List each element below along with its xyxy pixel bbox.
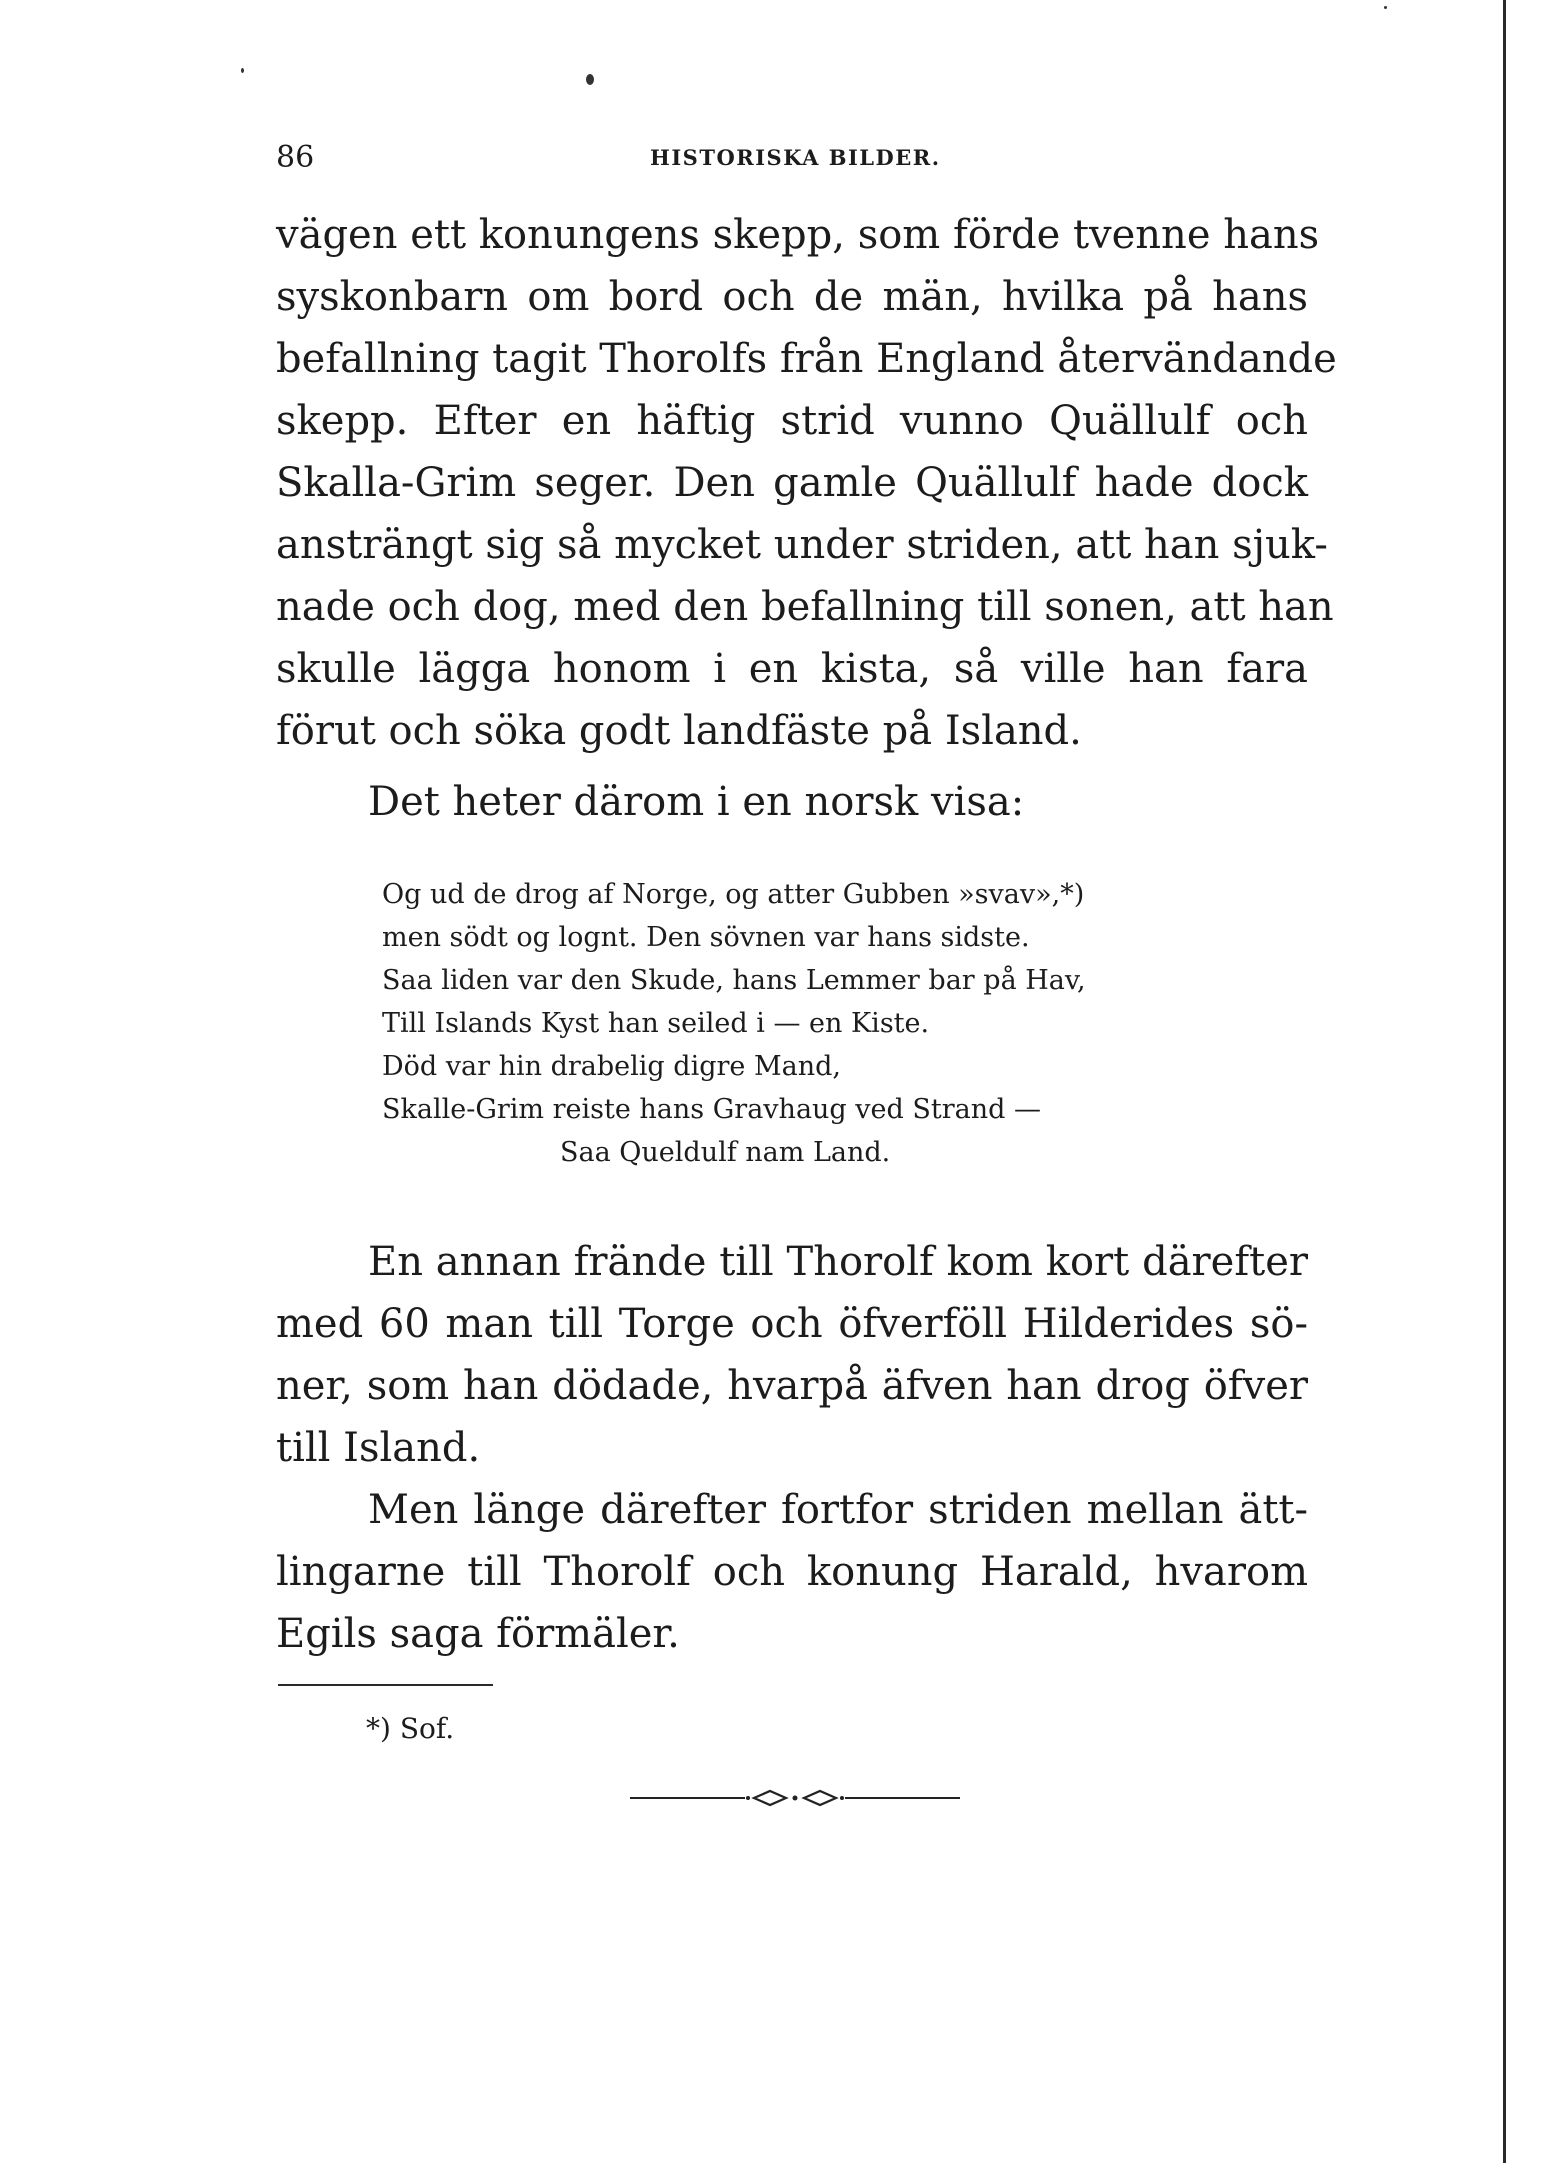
text-line: till Island. (276, 1425, 481, 1471)
footnote-rule (278, 1684, 493, 1686)
text-line: nade och dog, med den befallning till sonen, att han (276, 584, 1334, 630)
text-line: befallning tagit Thorolfs från England återvändande (276, 336, 1337, 382)
text-line: skepp. Efter en häftig strid vunno Quällulf och (276, 398, 1308, 444)
poem-line: Skalle-Grim reiste hans Gravhaug ved Strand — (382, 1094, 1041, 1125)
text-line: med 60 man till Torge och öfverföll Hilderides sö- (276, 1301, 1308, 1347)
poem-refrain-line: Saa Queldulf nam Land. (560, 1137, 891, 1168)
print-speck (1384, 6, 1387, 9)
running-title: HISTORISKA BILDER. (650, 145, 941, 170)
body-paragraph-2 (276, 771, 1308, 833)
body-paragraph-4 (276, 1479, 1308, 1665)
text-line: Men länge därefter fortfor striden mellan ätt- (368, 1487, 1308, 1533)
page-header (276, 138, 1306, 178)
footnote: *) Sof. (366, 1712, 455, 1745)
page-number: 86 (276, 140, 315, 175)
body-paragraph-1 (276, 204, 1337, 762)
poem-line: men södt og lognt. Den sövnen var hans sidste. (382, 922, 1030, 953)
text-line: vägen ett konungens skepp, som förde tvenne hans (276, 212, 1320, 258)
text-line: ansträngt sig så mycket under striden, att han sjuk- (276, 522, 1328, 568)
text-line: skulle lägga honom i en kista, så ville han fara (276, 646, 1308, 692)
poem-line: Saa liden var den Skude, hans Lemmer bar på Hav, (382, 965, 1086, 996)
poem-line: Og ud de drog af Norge, og atter Gubben »svav»,*) (382, 879, 1085, 910)
text-line: lingarne till Thorolf och konung Harald, hvarom (276, 1549, 1308, 1595)
poem-line: Till Islands Kyst han seiled i — en Kiste. (382, 1008, 930, 1039)
text-line: Egils saga förmäler. (276, 1611, 680, 1657)
poem-quotation (382, 873, 1222, 1174)
text-line: syskonbarn om bord och de män, hvilka på hans (276, 274, 1308, 320)
print-speck (241, 68, 244, 73)
text-line: Skalla-Grim seger. Den gamle Quällulf hade dock (276, 460, 1308, 506)
text-line: ner, som han dödade, hvarpå äfven han drog öfver (276, 1363, 1308, 1409)
text-line: förut och söka godt landfäste på Island. (276, 708, 1082, 754)
poem-line: Död var hin drabelig digre Mand, (382, 1051, 841, 1082)
text-line: Det heter därom i en norsk visa: (368, 779, 1025, 825)
text-line: En annan frände till Thorolf kom kort därefter (368, 1239, 1308, 1285)
double-diamond-divider-icon (630, 1783, 960, 1813)
page-edge-line (1503, 0, 1506, 2163)
print-speck (586, 74, 594, 85)
body-paragraph-3 (276, 1231, 1308, 1479)
